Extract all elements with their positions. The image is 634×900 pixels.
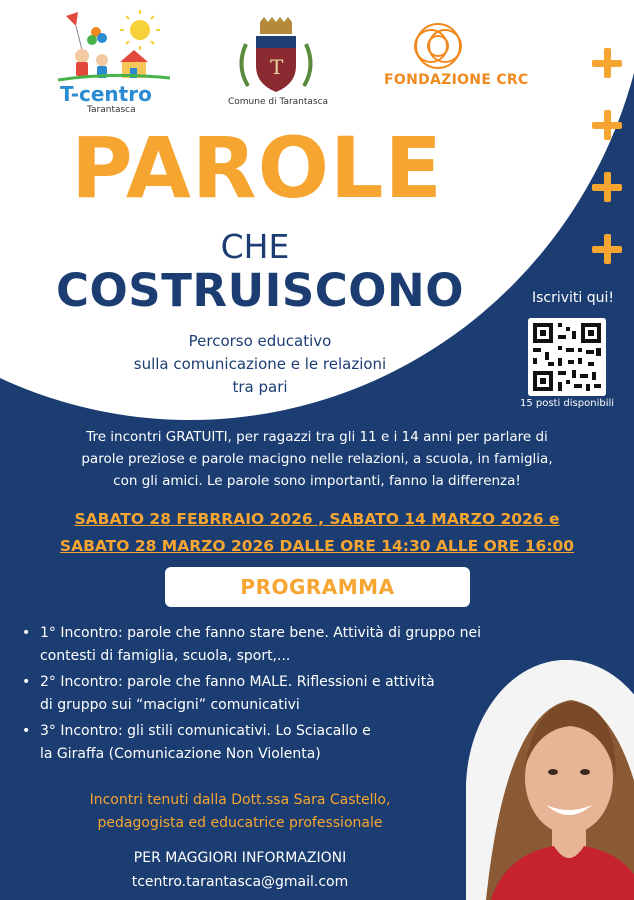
subtitle-line: sulla comunicazione e le relazioni <box>133 355 387 373</box>
subtitle <box>60 330 460 399</box>
seats-available: 15 posti disponibili <box>519 398 615 409</box>
plus-icon <box>590 46 624 80</box>
item-line: 3° Incontro: gli stili comunicativi. Lo Sciacallo e <box>40 723 371 739</box>
event-dates <box>14 506 620 560</box>
bullet-icon: • <box>22 625 31 641</box>
item-line: 2° Incontro: parole che fanno MALE. Riflessioni e attività <box>40 674 435 690</box>
plus-icon <box>590 108 624 142</box>
tcentro-logo-text: T-centro <box>60 82 152 106</box>
credits-line: pedagogista ed educatrice professionale <box>97 815 383 831</box>
plus-icon <box>590 170 624 204</box>
subtitle-line: Percorso educativo <box>188 332 332 350</box>
svg-text:T: T <box>270 55 284 79</box>
title-parole: PAROLE <box>71 119 443 217</box>
bullet-icon: • <box>22 723 31 739</box>
bullet-icon: • <box>22 674 31 690</box>
intro-line: parole preziose e parole macigno nelle relazioni, a scuola, in famiglia, <box>81 451 553 467</box>
tcentro-logo-place: Tarantasca <box>87 105 136 115</box>
crc-label: FONDAZIONE CRC <box>384 72 529 88</box>
item-line: contesti di famiglia, scuola, sport,... <box>40 648 291 664</box>
list-item <box>20 671 540 717</box>
plus-icon <box>590 232 624 266</box>
dates-line: SABATO 28 MARZO 2026 DALLE ORE 14:30 ALLE ORE 16:00 <box>59 537 575 555</box>
dates-line: SABATO 28 FEBRRAIO 2026 , SABATO 14 MARZO 2026 e <box>74 510 560 528</box>
contact-info <box>20 846 460 894</box>
programma-list <box>20 622 540 769</box>
title-costruiscono: COSTRUISCONO <box>56 264 464 317</box>
credits-line: Incontri tenuti dalla Dott.ssa Sara Castello, <box>89 792 391 808</box>
item-line: la Giraffa (Comunicazione Non Violenta) <box>40 746 321 762</box>
signup-label: Iscriviti qui! <box>531 290 615 306</box>
qr-code-icon[interactable] <box>528 318 606 396</box>
comune-label: Comune di Tarantasca <box>228 97 329 107</box>
contact-label: PER MAGGIORI INFORMAZIONI <box>133 850 347 866</box>
intro-text <box>36 426 598 492</box>
educator-credits <box>20 789 460 835</box>
title-che: CHE <box>220 227 290 266</box>
item-line: di gruppo sui “macigni” comunicativi <box>40 697 300 713</box>
item-line: 1° Incontro: parole che fanno stare bene. Attività di gruppo nei <box>40 625 482 641</box>
programma-heading: PROGRAMMA <box>240 575 395 599</box>
list-item <box>20 720 540 766</box>
logo-bar <box>0 0 634 120</box>
contact-email[interactable]: tcentro.tarantasca@gmail.com <box>131 874 349 890</box>
intro-line: Tre incontri GRATUITI, per ragazzi tra gli 11 e i 14 anni per parlare di <box>86 429 548 445</box>
intro-line: con gli amici. Le parole sono importanti, fanno la differenza! <box>113 473 521 489</box>
list-item <box>20 622 540 668</box>
subtitle-line: tra pari <box>232 378 288 396</box>
